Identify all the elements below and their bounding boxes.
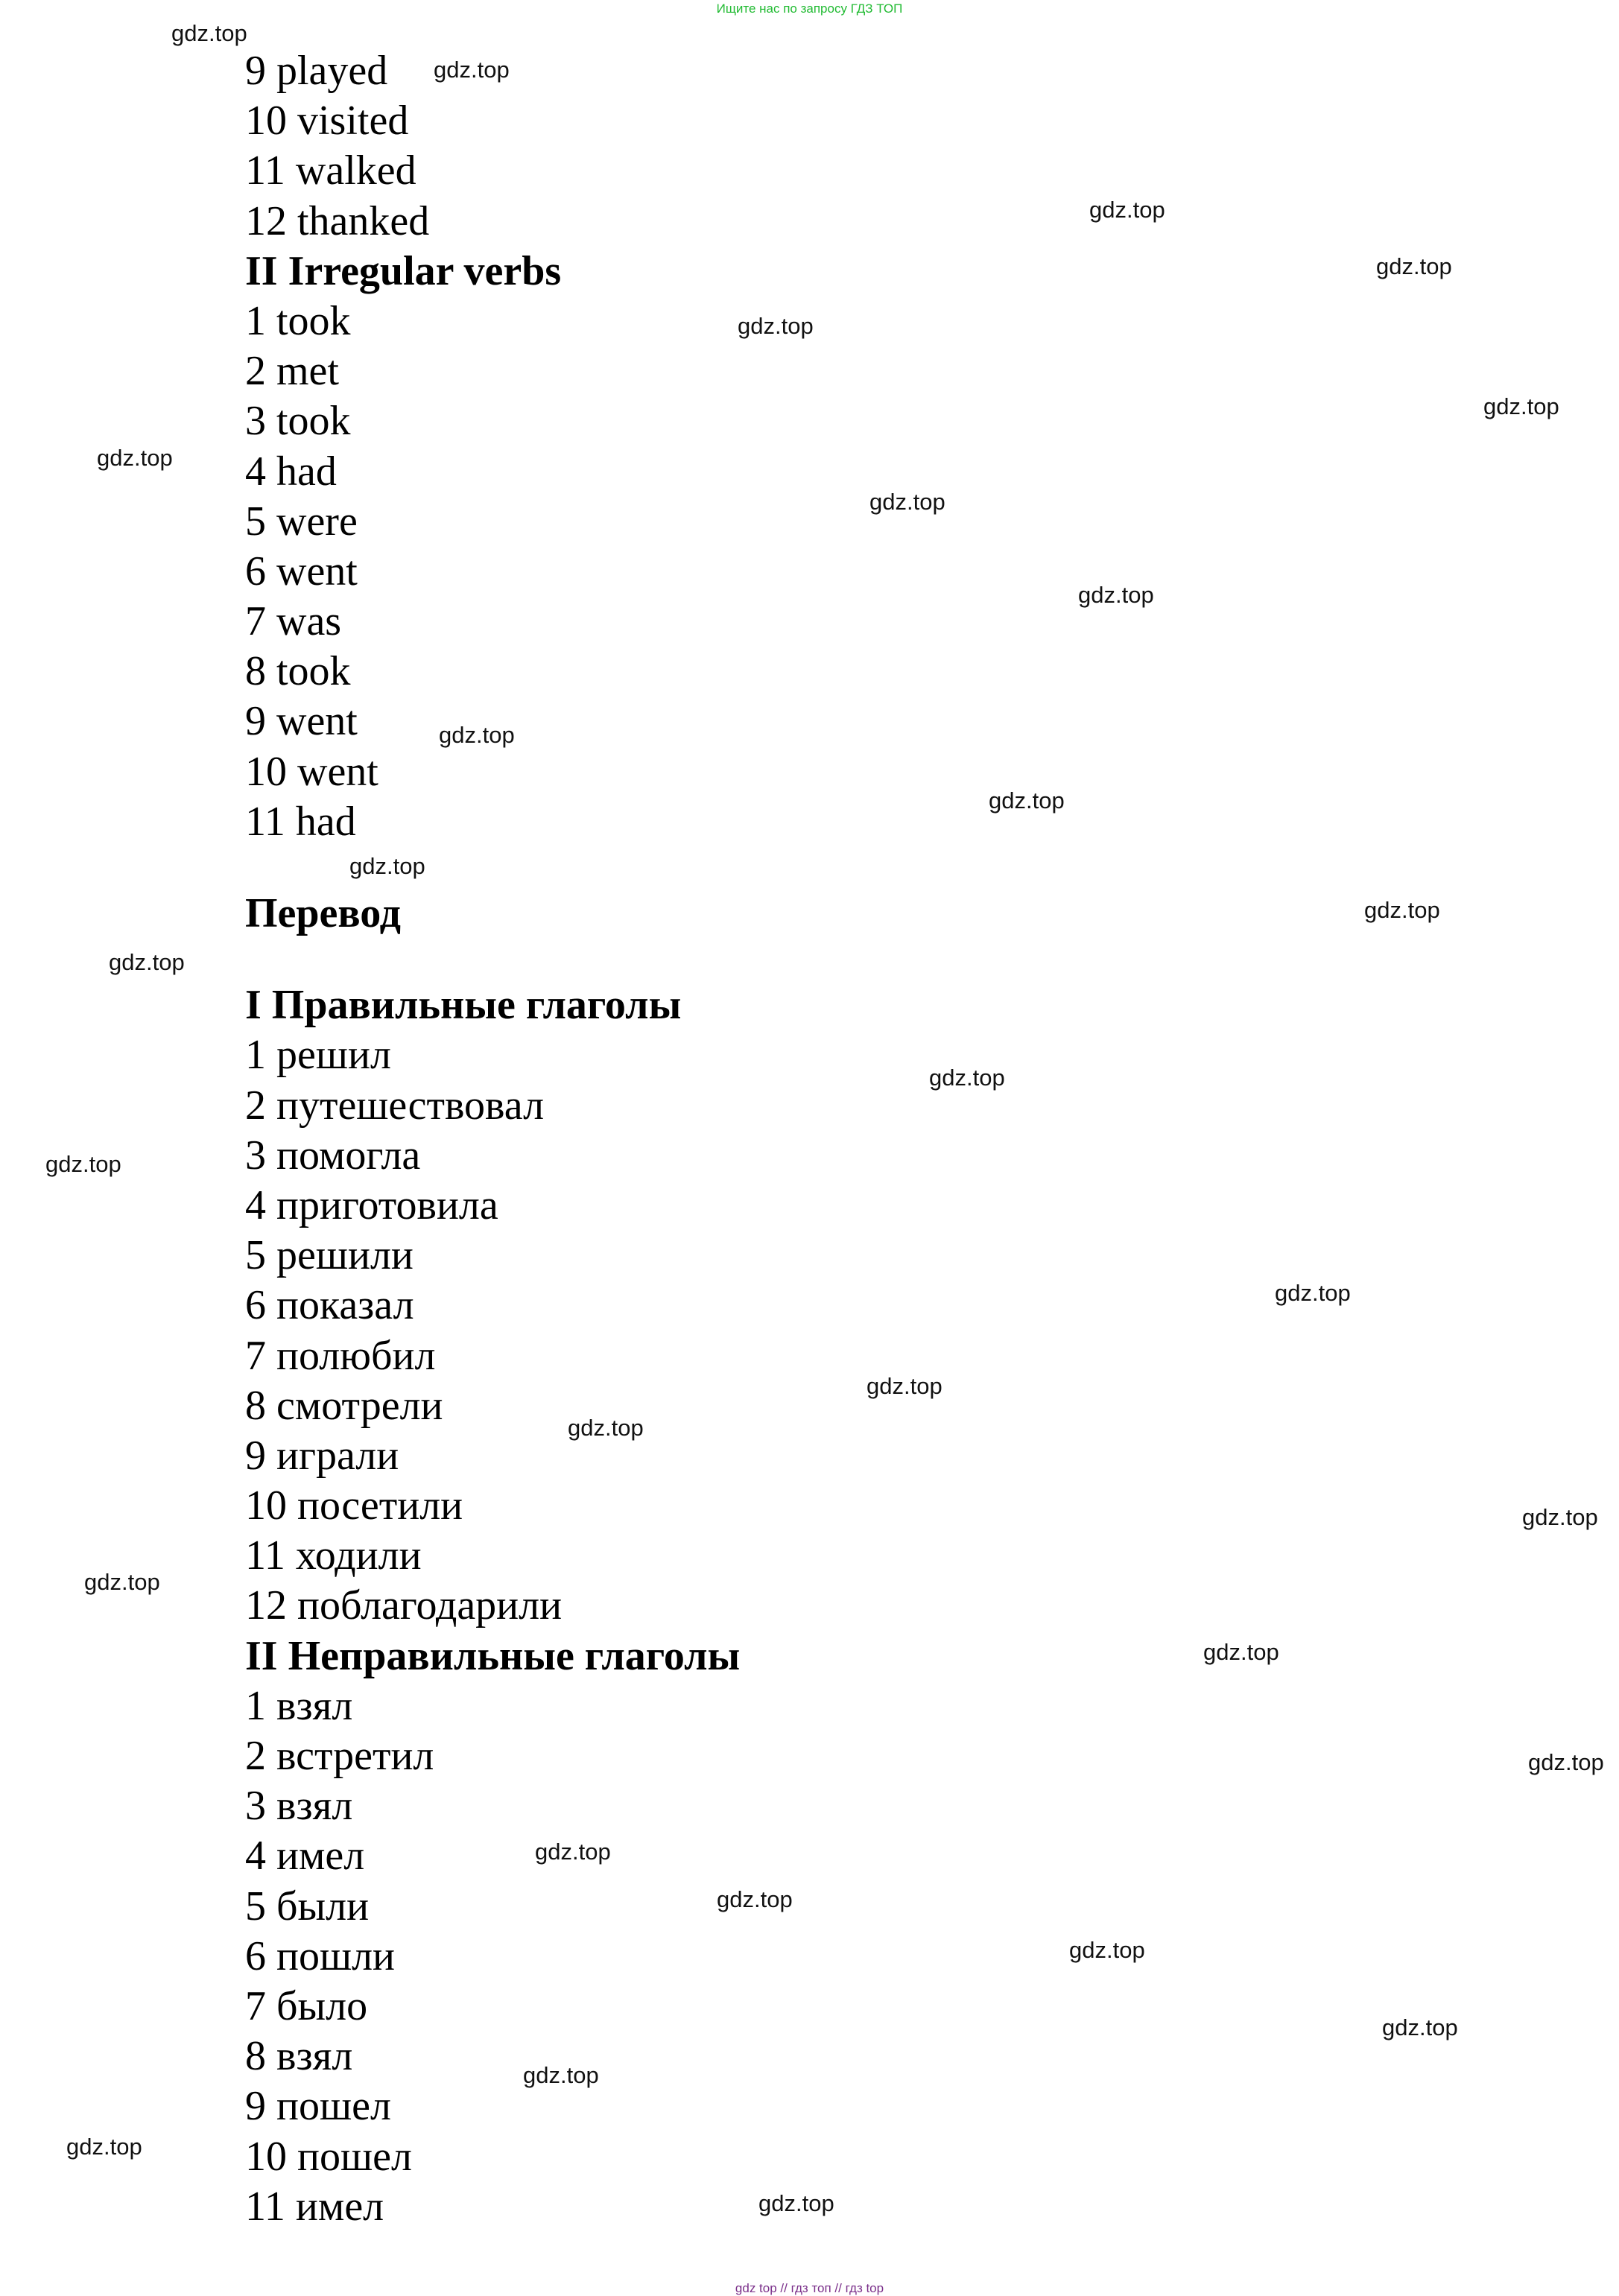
- watermark: gdz.top: [97, 445, 173, 471]
- list-item: 2 путешествовал: [245, 1082, 545, 1129]
- watermark: gdz.top: [869, 489, 945, 515]
- watermark: gdz.top: [84, 1569, 160, 1595]
- watermark: gdz.top: [1376, 253, 1452, 279]
- list-item: 2 met: [245, 348, 339, 395]
- list-item: 1 took: [245, 297, 351, 344]
- list-item: 9 played: [245, 48, 388, 94]
- watermark: gdz.top: [1364, 897, 1440, 923]
- list-item: 3 took: [245, 398, 351, 445]
- watermark: gdz.top: [568, 1415, 644, 1441]
- list-item: 11 ходили: [245, 1532, 422, 1579]
- watermark: gdz.top: [1069, 1937, 1145, 1963]
- list-item: 11 walked: [245, 148, 416, 194]
- list-item: 7 was: [245, 598, 342, 645]
- list-item: 10 посетили: [245, 1482, 463, 1529]
- list-item: 10 visited: [245, 98, 409, 145]
- spacer: [245, 939, 740, 980]
- list-item: 9 went: [245, 698, 358, 745]
- watermark: gdz.top: [738, 313, 814, 339]
- watermark: gdz.top: [1089, 197, 1165, 223]
- list-item: 1 решил: [245, 1032, 391, 1079]
- list-item: 4 имел: [245, 1833, 365, 1880]
- list-item: 10 пошел: [245, 2133, 412, 2180]
- watermark: gdz.top: [866, 1373, 942, 1399]
- watermark: gdz.top: [1203, 1639, 1279, 1665]
- watermark: gdz.top: [439, 722, 515, 748]
- list-item: 5 были: [245, 1883, 370, 1929]
- regular-verbs-ru-heading: I Правильные глаголы: [245, 982, 682, 1029]
- watermark: gdz.top: [1528, 1749, 1604, 1775]
- list-item: 1 взял: [245, 1682, 353, 1729]
- list-item: 4 had: [245, 448, 337, 495]
- watermark: gdz.top: [45, 1151, 121, 1177]
- list-item: 3 взял: [245, 1783, 353, 1830]
- watermark: gdz.top: [171, 20, 247, 46]
- irregular-verbs-ru-heading: II Неправильные глаголы: [245, 1632, 741, 1679]
- watermark: gdz.top: [717, 1886, 793, 1912]
- list-item: 8 взял: [245, 2033, 353, 2080]
- list-item: 6 went: [245, 548, 358, 594]
- watermark: gdz.top: [523, 2062, 599, 2088]
- watermark: gdz.top: [1382, 2014, 1458, 2040]
- watermark: gdz.top: [535, 1839, 611, 1865]
- list-item: 5 решили: [245, 1232, 414, 1279]
- watermark: gdz.top: [1483, 393, 1559, 419]
- list-item: 8 смотрели: [245, 1382, 443, 1429]
- list-item: 10 went: [245, 748, 378, 795]
- top-banner: Ищите нас по запросу ГДЗ ТОП: [716, 1, 903, 16]
- watermark: gdz.top: [1078, 582, 1154, 608]
- watermark: gdz.top: [929, 1065, 1005, 1091]
- bottom-banner: gdz top // гдз топ // гдз top: [735, 2281, 884, 2295]
- list-item: 11 had: [245, 798, 356, 845]
- list-item: 12 thanked: [245, 197, 430, 244]
- list-item: 9 играли: [245, 1432, 399, 1479]
- translation-title: Перевод: [245, 890, 401, 936]
- russian-regular-list: [245, 1030, 740, 1631]
- list-item: 2 встретил: [245, 1733, 434, 1779]
- list-item: 6 показал: [245, 1282, 414, 1329]
- list-item: 4 приготовила: [245, 1182, 498, 1228]
- list-item: 6 пошли: [245, 1932, 396, 1979]
- list-item: 5 were: [245, 498, 358, 545]
- watermark: gdz.top: [66, 2134, 142, 2160]
- russian-irregular-list: [245, 1681, 740, 2232]
- spacer: [245, 847, 740, 889]
- irregular-verbs-heading: II Irregular verbs: [245, 247, 562, 294]
- watermark: gdz.top: [989, 787, 1065, 814]
- list-item: 7 было: [245, 1982, 368, 2029]
- answer-content: [245, 46, 740, 2232]
- watermark: gdz.top: [349, 853, 425, 879]
- list-item: 8 took: [245, 648, 351, 695]
- list-item: 9 пошел: [245, 2083, 391, 2130]
- watermark: gdz.top: [109, 949, 185, 975]
- watermark: gdz.top: [434, 57, 510, 83]
- list-item: 11 имел: [245, 2183, 384, 2230]
- english-irregular-list: [245, 296, 740, 847]
- watermark: gdz.top: [758, 2190, 834, 2216]
- watermark: gdz.top: [1522, 1504, 1598, 1530]
- watermark: gdz.top: [1275, 1280, 1351, 1306]
- list-item: 12 поблагодарили: [245, 1582, 563, 1629]
- list-item: 3 помогла: [245, 1132, 421, 1179]
- list-item: 7 полюбил: [245, 1332, 436, 1379]
